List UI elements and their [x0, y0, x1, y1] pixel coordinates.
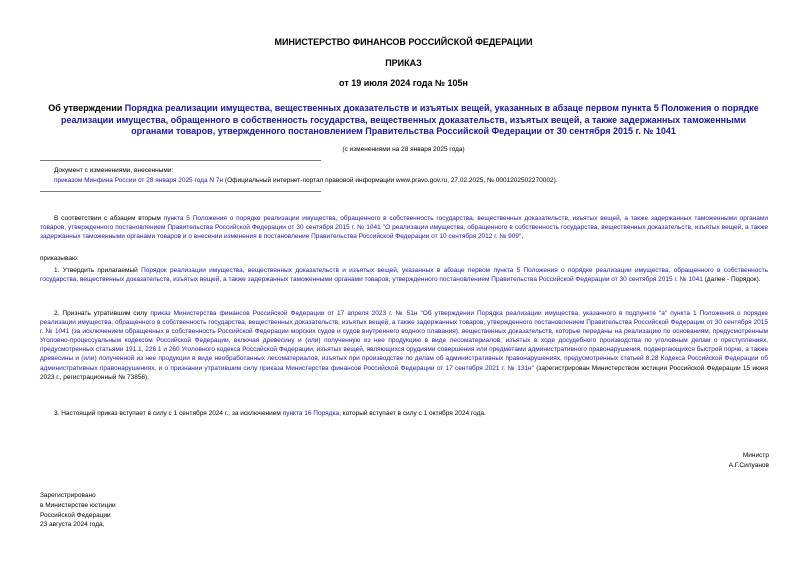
- signature-block: [729, 451, 769, 471]
- item-2-text-2: (зарегистрирован Министерством юстиции Российской Федерации 15 июня 2023 г., регистрационный № 73856).: [40, 364, 768, 381]
- edition-note: (с изменениями на 28 января 2025 года): [342, 146, 465, 153]
- registration-line-4: 23 августа 2024 года,: [40, 521, 105, 529]
- order-word: приказываю:: [40, 255, 79, 262]
- preamble-paragraph: [40, 214, 768, 241]
- registration-block: [40, 491, 116, 530]
- item-3-text-1: 3. Настоящий приказ вступает в силу с 1 сентября 2024 г., за исключением: [54, 410, 283, 417]
- title-prefix: Об утверждении: [48, 103, 125, 113]
- divider-bottom: [40, 191, 321, 192]
- item-1-text-1: 1. Утвердить прилагаемый: [54, 267, 142, 274]
- doc-type-heading: ПРИКАЗ: [385, 58, 422, 68]
- item-3-text-2: , который вступает в силу с 1 октября 2024 года.: [339, 410, 486, 417]
- preamble-link[interactable]: пункта 5 Положения о порядке реализации имущества, обращенного в собственность государства, вещественных доказательств, изъятых вещей, а также задержанных таможенными органами товаров, утвержденного постановлением Правительства Российской Федерации от 30 сентября 2015 г. № 1041 "О реализации имущества, обращенного в собственность государства, вещественных доказательств, изъятых вещей, а также задержанных таможенными органами товаров и о внесении изменения в постановление Правительства Российской Федерации от 10 сентября 2012 г. № 909": [40, 215, 768, 241]
- item-1-paragraph: [40, 266, 768, 284]
- item-2-link[interactable]: приказ Министерства финансов Российской Федерации от 17 апреля 2023 г. № 51н "Об утверждении Порядка реализации имущества, указанного в подпункте "а" пункта 1 Положения о порядке реализации имущества, обращенного в собственность государства, вещественных доказательств, изъятых вещей, а также задержанных товаров, утвержденного постановлением Правительства Российской Федерации от 30 сентября 2015 г. № 1041 (за исключением обращенных в собственность Российской Федерации морских судов и судов внутреннего водного плавания), вещественных доказательств, которые переданы на реализацию по основаниям, предусмотренным Уголовно-процессуальным кодексом Российской Федерации, включая древесину и (или) полученную из нее продукцию в виде лесоматериалов, изъятых в ходе досудебного производства по уголовным делам о преступлениях, предусмотренных статьями 191.1, 226.1 и 260 Уголовного кодекса Российской Федерации, изъятых вещей, являющихся орудиями совершения или предметами административного правонарушения, подвергающихся быстрой порче, а также древесины и (или) полученной из нее продукции в виде необработанных лесоматериалов, изъятых при производстве по делам об административных правонарушениях, предусмотренных статьей 8.28 Кодекса Российской Федерации об административных правонарушениях, и о признании утратившим силу приказа Министерства финансов Российской Федерации от 17 сентября 2021 г. № 131н": [40, 310, 768, 372]
- ministry-heading: МИНИСТЕРСТВО ФИНАНСОВ РОССИЙСКОЙ ФЕДЕРАЦИИ: [274, 37, 533, 47]
- signature-position: Министр: [742, 452, 769, 459]
- item-2-paragraph: [40, 309, 768, 382]
- item-2-text-1: 2. Признать утратившим силу: [54, 310, 151, 317]
- preamble-text-1: В соответствии с абзацем вторым: [54, 215, 164, 222]
- item-3-link[interactable]: пункта 16 Порядка: [282, 410, 340, 417]
- item-1-link[interactable]: Порядок реализации имущества, вещественных доказательств и изъятых вещей, указанных в абзаце первом пункта 5 Положения о порядке реализации имущества, обращенного в собственность государства, вещественных доказательств, изъятых вещей, а также задержанных таможенными органами товаров, утвержденного постановлением Правительства Российской Федерации от 30 сентября 2015 г. № 1041: [40, 267, 768, 284]
- date-number-heading: от 19 июля 2024 года № 105н: [339, 78, 468, 88]
- registration-line-2: в Министерстве юстиции: [40, 501, 116, 509]
- item-1-text-2: (далее - Порядок).: [702, 276, 761, 284]
- signature-name: А.Г.Силуанов: [728, 461, 769, 469]
- doc-changes-label: Документ с изменениями, внесенными:: [54, 167, 174, 174]
- doc-changes-link[interactable]: приказом Минфина России от 28 января 2025 года N 7н: [54, 177, 224, 185]
- title-link[interactable]: Порядка реализации имущества, вещественных доказательств и изъятых вещей, указанных в абзаце первом пункта 5 Положения о порядке реализации имущества, обращенного в собственность государства, вещественных доказательств, изъятых вещей, а также задержанных таможенными органами товаров, утвержденного постановлением Правительства Российской Федерации от 30 сентября 2015 г. № 1041: [60, 103, 759, 137]
- divider-top: [40, 160, 321, 161]
- registration-line-1: Зарегистрировано: [40, 492, 96, 499]
- document-title: [40, 103, 767, 138]
- registration-line-3: Российской Федерации: [40, 511, 111, 519]
- doc-changes-note: [54, 166, 558, 186]
- item-3-paragraph: [40, 409, 768, 418]
- preamble-text-2: ,: [521, 233, 524, 241]
- doc-changes-rest: (Официальный интернет-портал правовой информации www.pravo.gov.ru, 27.02.2025, № 0001202502270002).: [223, 177, 558, 185]
- doc-changes-line: [54, 176, 558, 186]
